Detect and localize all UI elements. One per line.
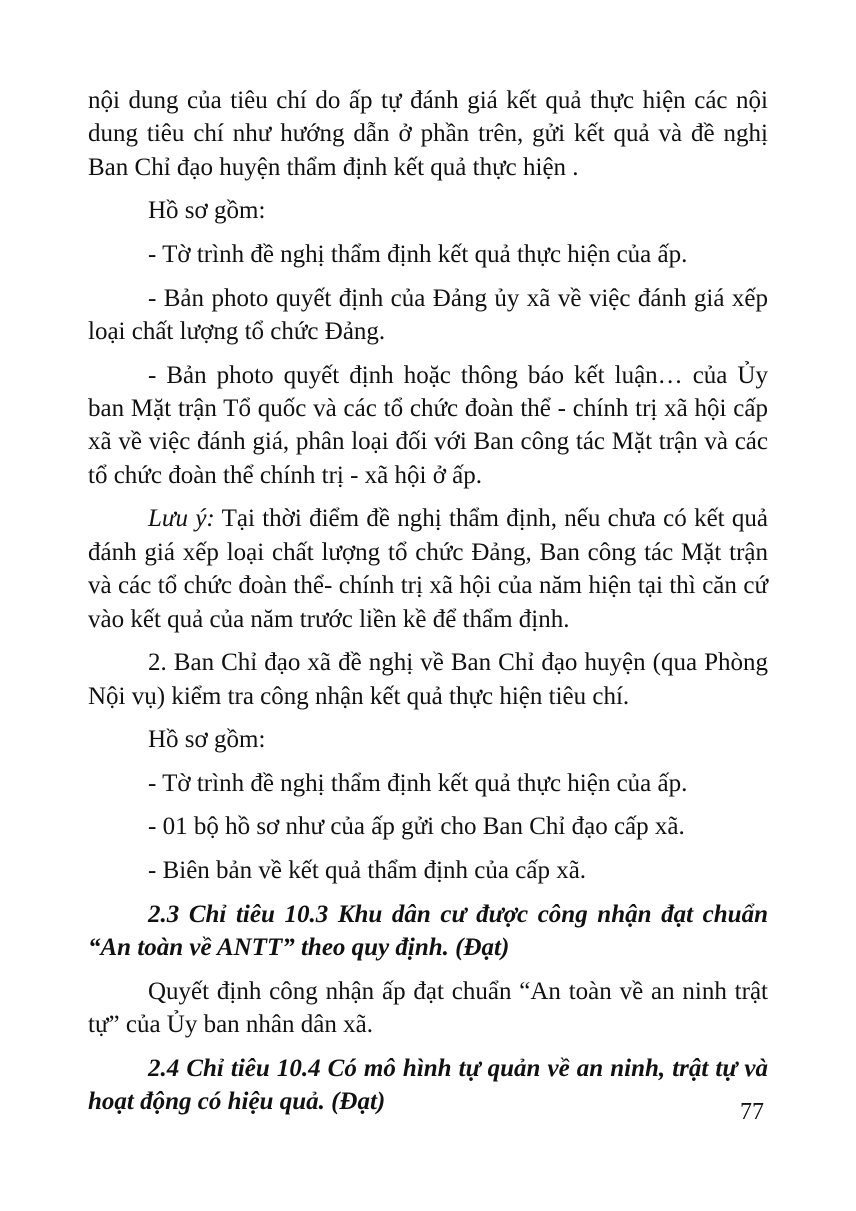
paragraph-dossier-heading-2: Hồ sơ gồm: <box>148 726 266 754</box>
paragraph-step-2: 2. Ban Chỉ đạo xã đề nghị về Ban Chỉ đạo huyện (qua Phòng Nội vụ) kiểm tra công nhận kết quả thực hiện tiêu chí. <box>88 649 768 710</box>
list-item-party-decision: - Bản photo quyết định của Đảng ủy xã về việc đánh giá xếp loại chất lượng tổ chức Đảng. <box>88 284 768 345</box>
paragraph-continuation: nội dung của tiêu chí do ấp tự đánh giá kết quả thực hiện các nội dung tiêu chí như hướng dẫn ở phần trên, gửi kết quả và đề nghị Ban Chỉ đạo huyện thẩm định kết quả thực hiện . <box>88 87 768 181</box>
note-label: Lưu ý: <box>148 505 215 533</box>
list-item-dossier-set: - 01 bộ hồ sơ như của ấp gửi cho Ban Chỉ đạo cấp xã. <box>148 813 685 841</box>
list-item-front-decision: - Bản photo quyết định hoặc thông báo kết luận… của Ủy ban Mặt trận Tổ quốc và các tổ chức đoàn thể - chính trị xã hội cấp xã về việc đánh giá, phân loại đối với Ban công tác Mặt trận và các tổ chức đoàn thể chính trị - xã hội ở ấp. <box>88 361 768 489</box>
list-item-appraisal-minutes: - Biên bản về kết quả thẩm định của cấp xã. <box>148 857 587 884</box>
paragraph-dossier-heading: Hồ sơ gồm: <box>148 197 266 225</box>
section-heading-10-3: 2.3 Chỉ tiêu 10.3 Khu dân cư được công nhận đạt chuẩn “An toàn về ANTT” theo quy định. (Đạt) <box>88 900 768 961</box>
list-item-proposal: - Tờ trình đề nghị thẩm định kết quả thực hiện của ấp. <box>148 241 688 268</box>
paragraph-recognition-decision: Quyết định công nhận ấp đạt chuẩn “An toàn về an ninh trật tự” của Ủy ban nhân dân xã. <box>88 977 768 1038</box>
document-page <box>88 84 768 1118</box>
section-heading-10-4: 2.4 Chỉ tiêu 10.4 Có mô hình tự quản về an ninh, trật tự và hoạt động có hiệu quả. (Đạt) <box>88 1054 768 1115</box>
page-number: 77 <box>740 1099 764 1125</box>
list-item-proposal-2: - Tờ trình đề nghị thẩm định kết quả thực hiện của ấp. <box>148 769 688 797</box>
note-text: Tại thời điểm đề nghị thẩm định, nếu chưa có kết quả đánh giá xếp loại chất lượng tổ chức Đảng, Ban công tác Mặt trận và các tổ chức đoàn thể- chính trị xã hội của năm hiện tại thì căn cứ vào kết quả của năm trước liền kề để thẩm định. <box>88 505 769 633</box>
paragraph-note <box>88 502 768 636</box>
